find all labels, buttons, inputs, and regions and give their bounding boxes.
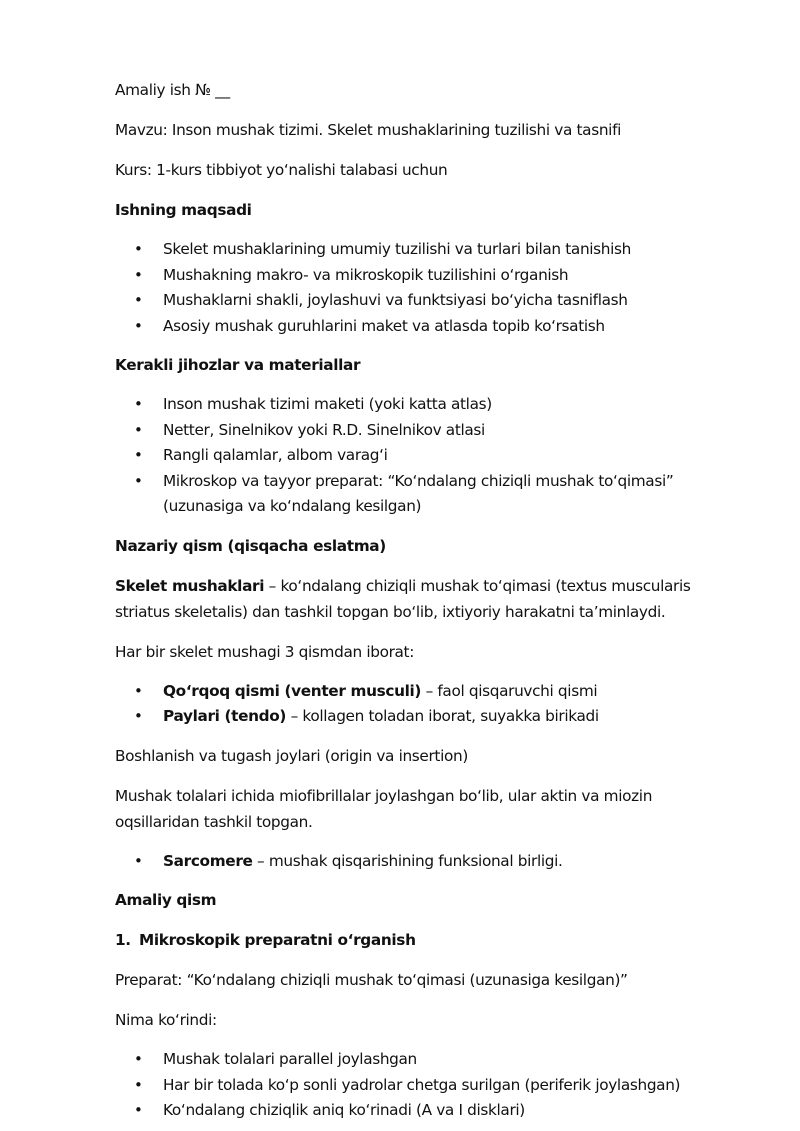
parts-list (115, 679, 740, 730)
list-item: • Mushak tolalari parallel joylashgan (115, 1047, 740, 1073)
goals-list (115, 237, 740, 339)
list-item: • Inson mushak tizimi maketi (yoki katta atlas) (115, 392, 740, 418)
step-title: Mikroskopik preparatni o‘rganish (139, 931, 416, 949)
list-item: • Skelet mushaklarining umumiy tuzilishi va turlari bilan tanishish (115, 237, 740, 263)
materials-list (115, 392, 740, 520)
list-item: • Mushaklarni shakli, joylashuvi va funktsiyasi bo‘yicha tasniflash (115, 288, 740, 314)
sarcomere-list (115, 849, 740, 875)
sarcomere-term: Sarcomere (163, 851, 253, 870)
step-number: 1. (115, 931, 131, 949)
skeletal-muscle-term: Skelet mushaklari (115, 576, 265, 595)
course-line: Kurs: 1-kurs tibbiyot yo‘nalishi talabasi uchun (115, 161, 448, 179)
list-item: • Har bir tolada ko‘p sonli yadrolar chetga surilgan (periferik joylashgan) (115, 1073, 740, 1099)
list-item: • Asosiy mushak guruhlarini maket va atlasda topib ko‘rsatish (115, 314, 740, 340)
list-item: • Mikroskop va tayyor preparat: “Ko‘ndalang chiziqli mushak to‘qimasi” (uzunasiga va ko‘ndalang kesilgan) (115, 469, 740, 520)
part-term: Qo‘rqoq qismi (venter musculi) (163, 681, 422, 700)
heading-materials: Kerakli jihozlar va materiallar (115, 356, 361, 374)
observed-list (115, 1047, 740, 1124)
list-item (115, 704, 740, 730)
list-item: • Mushakning makro- va mikroskopik tuzilishini o‘rganish (115, 263, 740, 289)
heading-practical: Amaliy qism (115, 891, 217, 909)
list-item (115, 679, 740, 705)
step-1-heading (115, 927, 740, 953)
parts-intro: Har bir skelet mushagi 3 qismdan iborat: (115, 642, 415, 661)
part-description: – kollagen toladan iborat, suyakka birikadi (286, 707, 599, 725)
title-line: Amaliy ish № __ (115, 81, 230, 99)
origin-insertion-line: Boshlanish va tugash joylari (origin va insertion) (115, 746, 468, 765)
list-item (115, 849, 740, 875)
list-item: • Ko‘ndalang chiziqlik aniq ko‘rinadi (A va I disklari) (115, 1098, 740, 1124)
fibers-paragraph: Mushak tolalari ichida miofibrillalar joylashgan bo‘lib, ular aktin va miozin oqsillaridan tashkil topgan. (115, 786, 653, 831)
heading-theory: Nazariy qism (qisqacha eslatma) (115, 536, 386, 555)
topic-line: Mavzu: Inson mushak tizimi. Skelet mushaklarining tuzilishi va tasnifi (115, 121, 621, 139)
observed-intro: Nima ko‘rindi: (115, 1011, 217, 1029)
heading-goals: Ishning maqsadi (115, 201, 252, 219)
list-item: • Netter, Sinelnikov yoki R.D. Sinelnikov atlasi (115, 418, 740, 444)
sarcomere-description: – mushak qisqarishining funksional birligi. (252, 851, 563, 870)
skeletal-muscle-definition: – ko‘ndalang chiziqli mushak to‘qimasi (textus muscularis striatus skeletalis) dan tashkil topgan bo‘lib, ixtiyoriy harakatni ta’minlaydi. (115, 576, 691, 621)
skeletal-muscle-paragraph (115, 573, 740, 625)
part-term: Paylari (tendo) (163, 707, 287, 725)
preparation-line: Preparat: “Ko‘ndalang chiziqli mushak to‘qimasi (uzunasiga kesilgan)” (115, 971, 628, 989)
part-description: – faol qisqaruvchi qismi (421, 681, 598, 700)
list-item: • Rangli qalamlar, albom varag‘i (115, 443, 740, 469)
